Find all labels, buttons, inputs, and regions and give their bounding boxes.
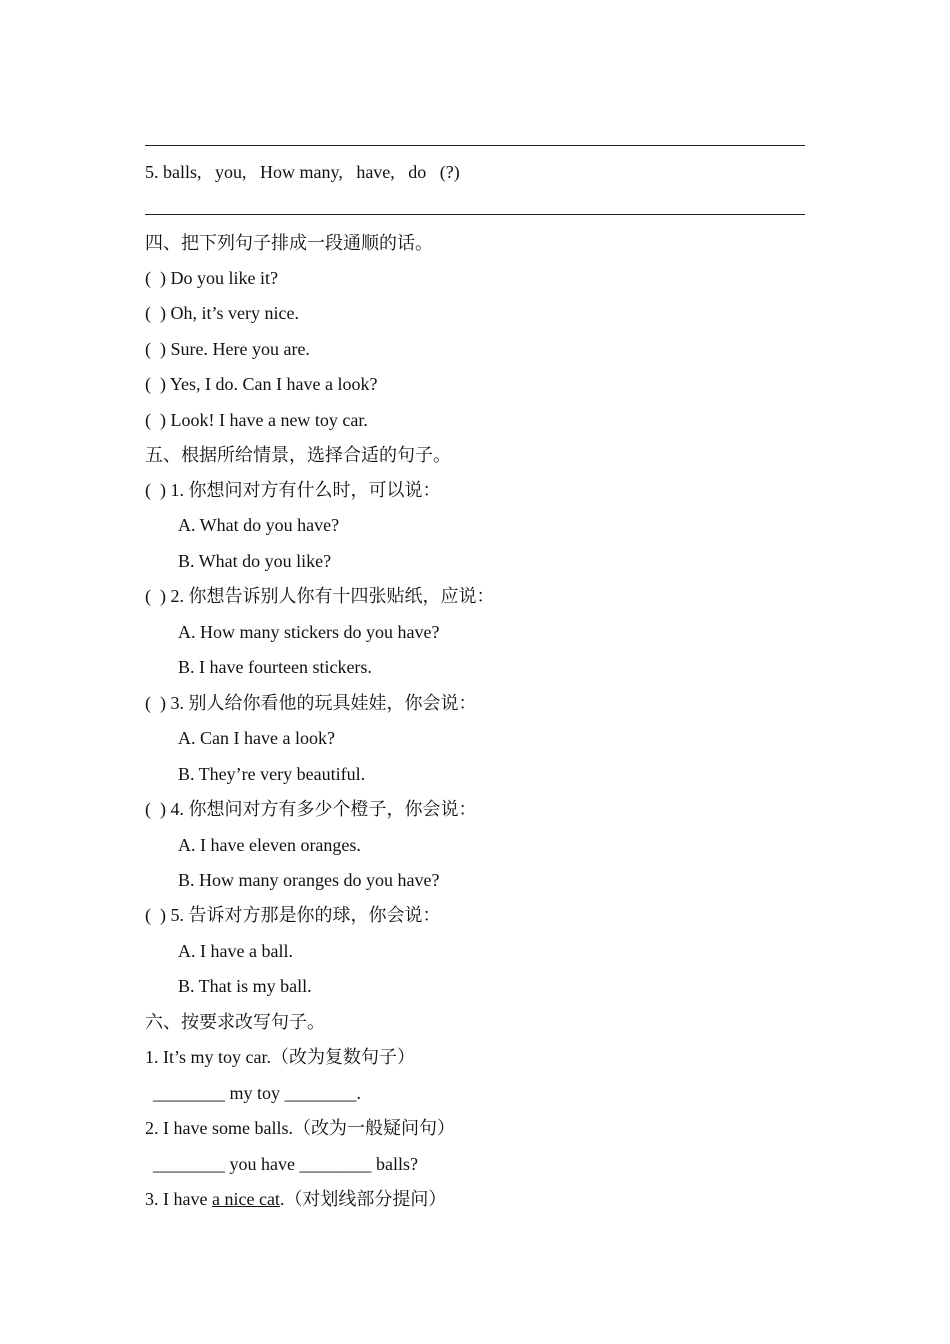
section-4-heading: 四、把下列句子排成一段通顺的话。	[145, 233, 433, 253]
section-5-heading: 五、根据所给情景，选择合适的句子。	[145, 445, 451, 465]
choice-option-b: B. What do you like?	[178, 551, 332, 571]
ordering-item: ( ) Look! I have a new toy car.	[145, 410, 368, 430]
rewrite-answer-2: ________ you have ________ balls?	[153, 1154, 418, 1174]
choice-question: ( ) 2. 你想告诉别人你有十四张贴纸，应说：	[145, 586, 495, 606]
ordering-item: ( ) Do you like it?	[145, 268, 278, 288]
choice-option-b: B. They’re very beautiful.	[178, 764, 366, 784]
answer-line	[145, 214, 805, 215]
choice-question: ( ) 4. 你想问对方有多少个橙子，你会说：	[145, 799, 477, 819]
choice-question: ( ) 1. 你想问对方有什么时，可以说：	[145, 480, 441, 500]
question-5-words: 5. balls, you, How many, have, do (?)	[145, 162, 460, 182]
choice-option-a: A. Can I have a look?	[178, 728, 335, 748]
rewrite-answer-1: ________ my toy ________.	[153, 1083, 362, 1103]
choice-option-b: B. That is my ball.	[178, 976, 312, 996]
rewrite-question-3	[145, 1188, 446, 1210]
ordering-item: ( ) Yes, I do. Can I have a look?	[145, 374, 378, 394]
choice-option-b: B. How many oranges do you have?	[178, 870, 440, 890]
answer-line	[145, 145, 805, 146]
ordering-item: ( ) Sure. Here you are.	[145, 339, 310, 359]
choice-question: ( ) 3. 别人给你看他的玩具娃娃，你会说：	[145, 693, 477, 713]
rewrite-question-3-prefix: 3. I have	[145, 1189, 212, 1209]
section-6-heading: 六、按要求改写句子。	[145, 1012, 325, 1032]
choice-option-a: A. I have eleven oranges.	[178, 835, 361, 855]
ordering-item: ( ) Oh, it’s very nice.	[145, 303, 299, 323]
underlined-phrase: a nice cat	[211, 1189, 280, 1209]
rewrite-question-1: 1. It’s my toy car.（改为复数句子）	[145, 1047, 415, 1067]
choice-option-a: A. How many stickers do you have?	[178, 622, 440, 642]
rewrite-question-3-suffix: .（对划线部分提问）	[279, 1189, 447, 1209]
rewrite-question-2: 2. I have some balls.（改为一般疑问句）	[145, 1118, 455, 1138]
choice-question: ( ) 5. 告诉对方那是你的球，你会说：	[145, 905, 441, 925]
choice-option-a: A. What do you have?	[178, 515, 340, 535]
choice-option-a: A. I have a ball.	[178, 941, 293, 961]
choice-option-b: B. I have fourteen stickers.	[178, 657, 372, 677]
